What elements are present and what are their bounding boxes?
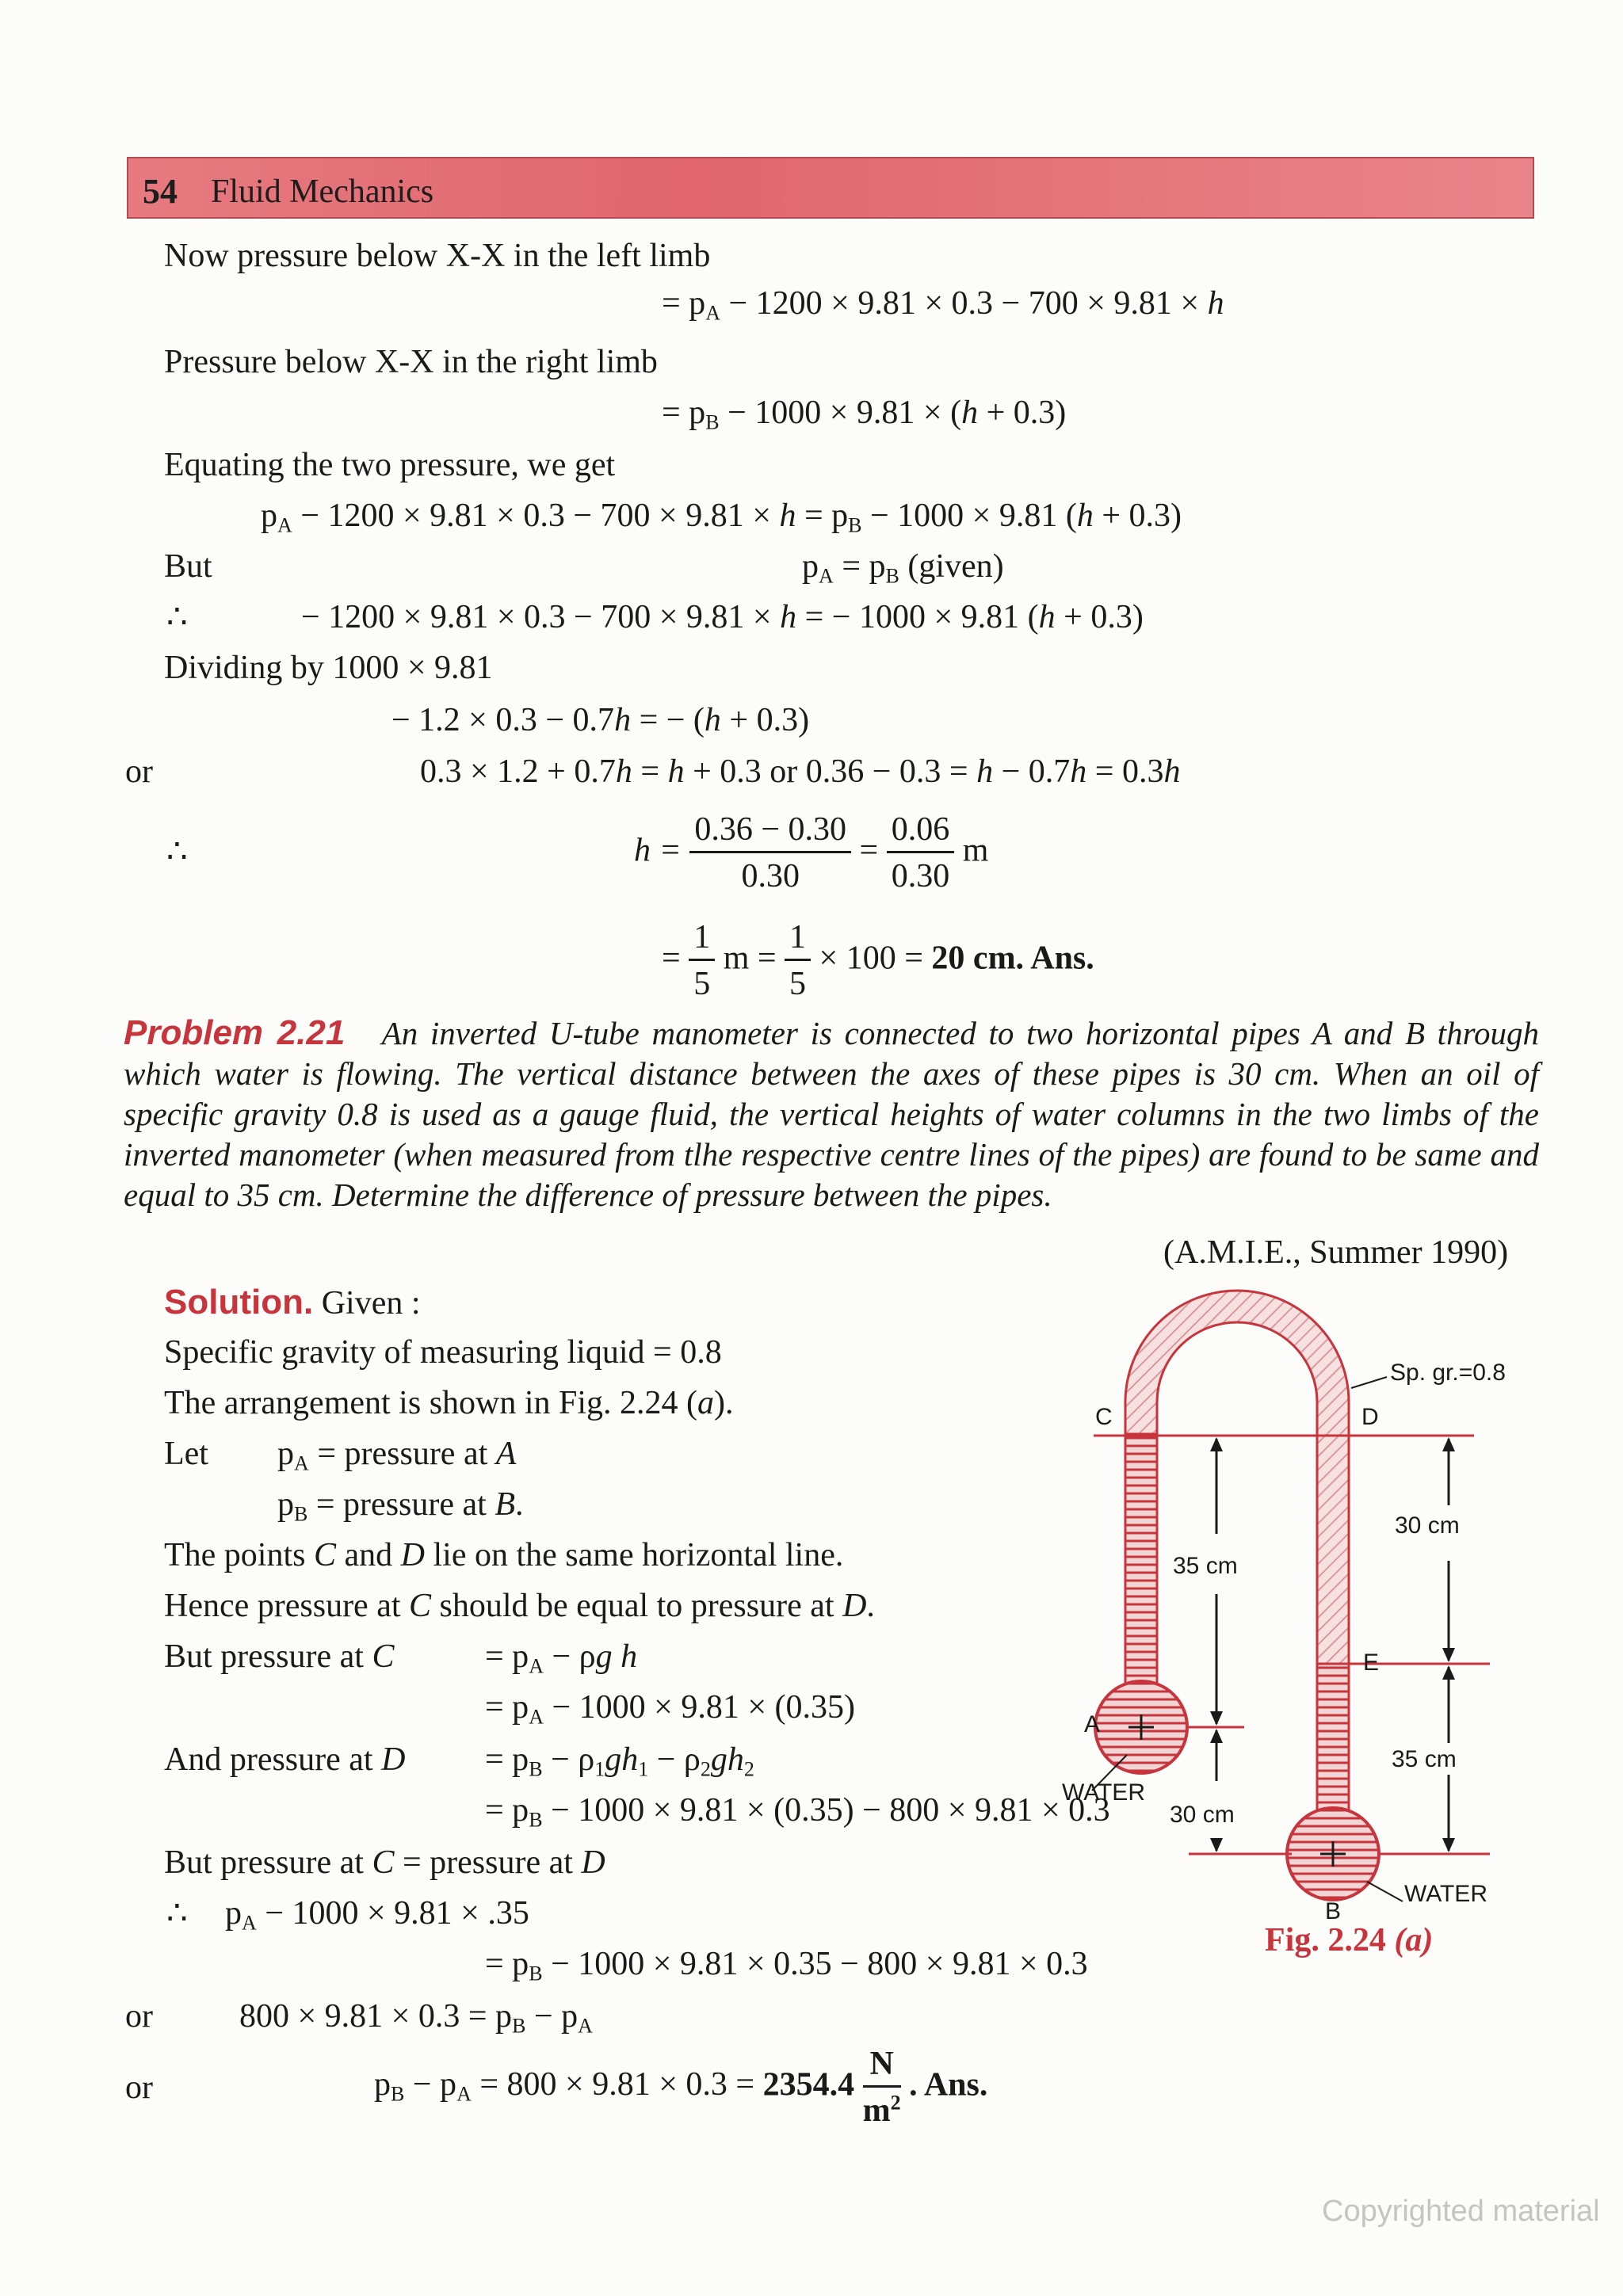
unit-den: $m^2$ [862,2091,901,2130]
prev-but: But [164,548,212,585]
final-ans: . Ans. [909,2066,988,2103]
prev-line-1: Now pressure below X-X in the left limb [164,238,711,274]
prev-eq-left-limb: = $p_A - 1200 \times 9.81 \times 0.3 - 700 \times 9.81 \times h$ [662,285,1224,325]
solution-or-2: or [125,2069,153,2106]
label-b: B [1325,1898,1342,1924]
solution-pressure-c-eq: = $p_A - \rho g$ h [485,1638,638,1678]
prev-eq-substituted: − 1200 × 9.81 × 0.3 − 700 × 9.81 × h = − 1000 × 9.81 (h + 0.3) [301,599,1144,635]
solution-line-2: The arrangement is shown in Fig. 2.24 (a). [164,1385,734,1421]
solution-line-6: Hence pressure at C should be equal to pressure at D. [164,1588,875,1624]
h-fraction-1 [689,811,851,894]
left-water-column [1125,1434,1157,1703]
running-header [127,157,1534,219]
fraction-one-fifth-2 [785,919,811,1002]
solution-line-1: Specific gravity of measuring liquid = 0.8 [164,1334,722,1371]
prev-line-3: Pressure below X-X in the right limb [164,344,658,380]
label-e: E [1363,1650,1380,1676]
solution-pressure-d-eq: = $p_B - \rho_1gh_1 - \rho_2gh_2$ [485,1741,754,1781]
label-c: C [1095,1404,1113,1430]
unit-m: m [962,832,989,869]
problem-text: An inverted U-tube manometer is connected to two horizontal pipes A and B through which water is flowing. The vertical distance between the axes of these pipes is 30 cm. When an oil of specific gravity 0.8 is used as a gauge fluid, the vertical heights of water columns in the two limbs of the inverted manometer (when measured from tlhe respective centre lines of the pipes) are found to be same and equal to 35 cm. Determine the difference of pressure between the pipes. [124,1015,1540,1213]
label-water-a: WATER [1062,1779,1145,1806]
answer-20cm: 20 cm. Ans. [931,940,1094,977]
page-number: 54 [143,172,178,211]
h-fraction-2 [887,811,955,894]
solution-pb-def: $p_B$ = pressure at B. [277,1486,524,1526]
therefore-symbol: ∴ [166,599,188,635]
label-water-b: WATER [1404,1881,1487,1907]
solution-final-equation [374,2046,987,2129]
solution-heading [164,1285,421,1320]
solution-pressure-c-num: = $p_A - 1000 \times 9.81 \times (0.35)$ [485,1689,856,1729]
frac-den: 5 [693,966,711,1003]
prev-or: or [125,753,153,790]
running-title: Fluid Mechanics [211,174,434,210]
h-den-2: 0.30 [891,858,950,895]
prev-eq-rearranged: 0.3 × 1.2 + 0.7h = h + 0.3 or 0.36 − 0.3 = h − 0.7h = 0.3h [420,753,1181,790]
h-num-1: 0.36 − 0.30 [689,811,851,853]
label-sp-gr: Sp. gr.=0.8 [1390,1360,1506,1386]
prev-eq-given: $p_A = p_B$ (given) [802,548,1004,588]
fraction-one-fifth [689,919,715,1002]
eq-m: m = [723,940,777,977]
equals: = [859,832,879,869]
frac-den-2: 5 [789,966,807,1003]
label-d: D [1361,1404,1379,1430]
label-30cm-right: 30 cm [1395,1512,1460,1539]
solution-pressure-d-num: = $p_B - 1000 \times 9.81 \times (0.35) - 800 \times 9.81 \times 0.3$ [485,1792,1110,1832]
inverted-u-tube-manometer-figure [1062,1268,1553,1965]
problem-label: Problem 2.21 [124,1013,346,1052]
solution-pressure-c-label: But pressure at C [164,1638,395,1675]
solution-pa-def: $p_A$ = pressure at A [277,1436,517,1475]
equals: = [662,940,681,977]
h-den-1: 0.30 [741,858,800,895]
unit-num: N [863,2046,901,2088]
unit-fraction [863,2046,901,2129]
h-num-2: 0.06 [887,811,955,853]
oil-column [1125,1291,1349,1664]
solution-line-5: The points C and D lie on the same horizontal line. [164,1537,844,1573]
figure-caption: Fig. 2.24 (a) [1265,1922,1434,1958]
label-35cm-right: 35 cm [1392,1746,1457,1772]
label-a: A [1084,1711,1101,1737]
prev-line-5: Equating the two pressure, we get [164,447,616,483]
solution-line-12: $p_A - 1000 \times 9.81 \times .35$ [225,1895,529,1935]
h-result-equation [662,919,1094,1002]
solution-or-1: or [125,1998,153,2035]
label-35cm-left: 35 cm [1173,1553,1238,1579]
prev-eq-equating: $p_A - 1200 \times 9.81 \times 0.3 - 700 \times 9.81 \times h = p_B - 1000 \times 9.81$ (h + 0.3) [261,498,1182,537]
frac-num: 1 [689,919,715,961]
label-30cm-mid: 30 cm [1170,1802,1235,1828]
solution-given: Given : [321,1285,421,1322]
h-lhs: h = [634,832,682,869]
solution-line-14: $800 \times 9.81 \times 0.3 = p_B - p_A$ [239,1998,593,2038]
watermark: Copyrighted material [1322,2195,1600,2228]
prev-eq-right-limb: = $p_B - 1000 \times 9.81 \times (h + 0.3)$ [662,395,1067,434]
prev-dividing: Dividing by 1000 × 9.81 [164,650,493,686]
solution-let: Let [164,1436,208,1472]
times-hundred: × 100 = [819,940,923,977]
solution-label: Solution. [164,1283,314,1322]
frac-num-2: 1 [785,919,811,961]
solution-line-11: But pressure at C = pressure at D [164,1844,605,1881]
problem-source: (A.M.I.E., Summer 1990) [1163,1234,1509,1271]
prev-eq-divided: − 1.2 × 0.3 − 0.7h = − (h + 0.3) [391,702,810,738]
solution-pressure-d-label: And pressure at D [164,1741,406,1778]
h-fraction-equation [634,811,988,894]
therefore-symbol-2: ∴ [166,833,188,870]
final-value: 2354.4 [762,2066,855,2103]
final-eq-text: $p_B - p_A = 800 \times 9.81 \times 0.3$ = [374,2066,755,2106]
therefore-symbol-3: ∴ [166,1895,188,1932]
problem-statement [124,1013,1539,1215]
solution-line-13: = $p_B - 1000 \times 9.81 \times 0.35 - 800 \times 9.81 \times 0.3$ [485,1946,1088,1985]
